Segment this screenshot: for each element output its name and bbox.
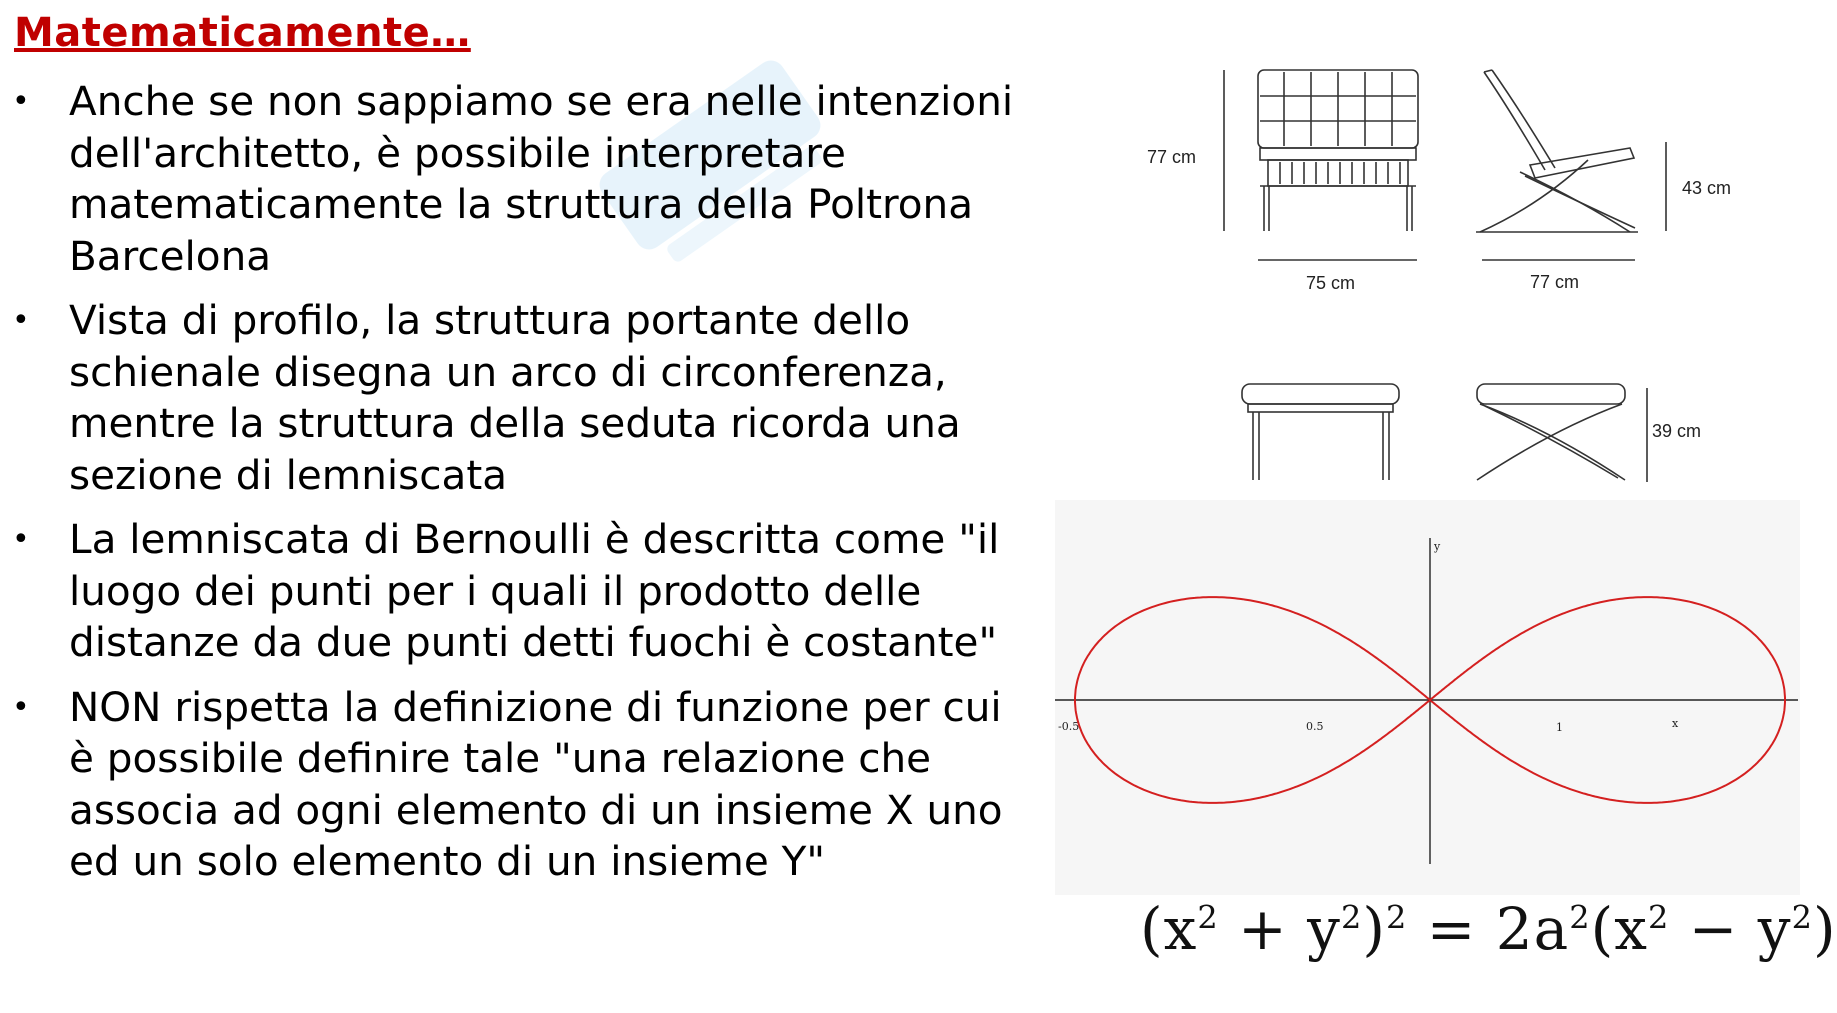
bullet-dot: •: [12, 522, 30, 557]
formula-part: − y: [1669, 895, 1792, 963]
bullet-text: NON rispetta la definizione di funzione per cui è possibile definire tale "una relazione che associa ad ogni elemento di un insieme X uno ed un solo elemento di un insieme Y": [69, 682, 1003, 885]
bullet-text: La lemniscata di Bernoulli è descritta come "il luogo dei punti per i quali il prodotto delle distanze da due punti detti fuochi è costante": [69, 515, 1000, 666]
formula-part: ): [1812, 895, 1837, 963]
y-axis-label: y: [1434, 540, 1441, 553]
x-axis-label: x: [1672, 717, 1679, 730]
seat-height-label: 43 cm: [1682, 178, 1732, 198]
formula-exponent: 2: [1197, 898, 1219, 937]
formula-part: ): [1362, 895, 1386, 963]
bullet-item: [0, 514, 1020, 669]
tick-label-neg: -0.5: [1058, 720, 1080, 733]
formula-exponent: 2: [1340, 898, 1363, 937]
formula-exponent: 2: [1569, 898, 1591, 937]
slide-title: Matematicamente…: [14, 10, 471, 56]
formula-part: (x: [1590, 895, 1648, 963]
formula-exponent: 2: [1791, 898, 1813, 937]
stool-front-view: [1242, 384, 1399, 510]
formula-part: + y: [1218, 895, 1341, 963]
formula-exponent: 2: [1647, 898, 1670, 937]
bullet-dot: •: [12, 303, 30, 338]
formula-exponent: 2: [1385, 898, 1408, 937]
bullet-dot: •: [12, 689, 30, 725]
bullet-item: [0, 682, 1020, 888]
bullet-text: Vista di profilo, la struttura portante dello schienale disegna un arco di circonferenza, mentre la struttura della seduta ricorda una sezione di lemniscata: [69, 296, 961, 499]
stool-height-label: 39 cm: [1652, 421, 1702, 441]
chair-depth-label: 77 cm: [1530, 272, 1580, 292]
chair-and-lemniscate-figure: [1040, 0, 1800, 1013]
formula-part: = 2a: [1407, 895, 1570, 963]
chair-front-view: [1224, 70, 1418, 260]
bullet-text: Anche se non sappiamo se era nelle intenzioni dell'architetto, è possibile interpretare matematicamente la struttura della Poltrona Barcelona: [69, 77, 1014, 280]
chair-width-label: 75 cm: [1306, 273, 1356, 293]
stool-side-view: [1477, 384, 1647, 510]
chair-height-label: 77 cm: [1147, 147, 1197, 167]
bullet-item: [0, 76, 1020, 282]
chair-side-view: [1476, 70, 1666, 260]
lemniscate-formula: [1140, 895, 1837, 963]
tick-label-one: 1: [1556, 721, 1563, 734]
formula-part: (x: [1140, 895, 1198, 963]
bullet-dot: •: [12, 84, 30, 119]
bullet-item: [0, 295, 1020, 501]
tick-label-half: 0.5: [1306, 720, 1324, 733]
bullet-list: [0, 76, 1020, 901]
